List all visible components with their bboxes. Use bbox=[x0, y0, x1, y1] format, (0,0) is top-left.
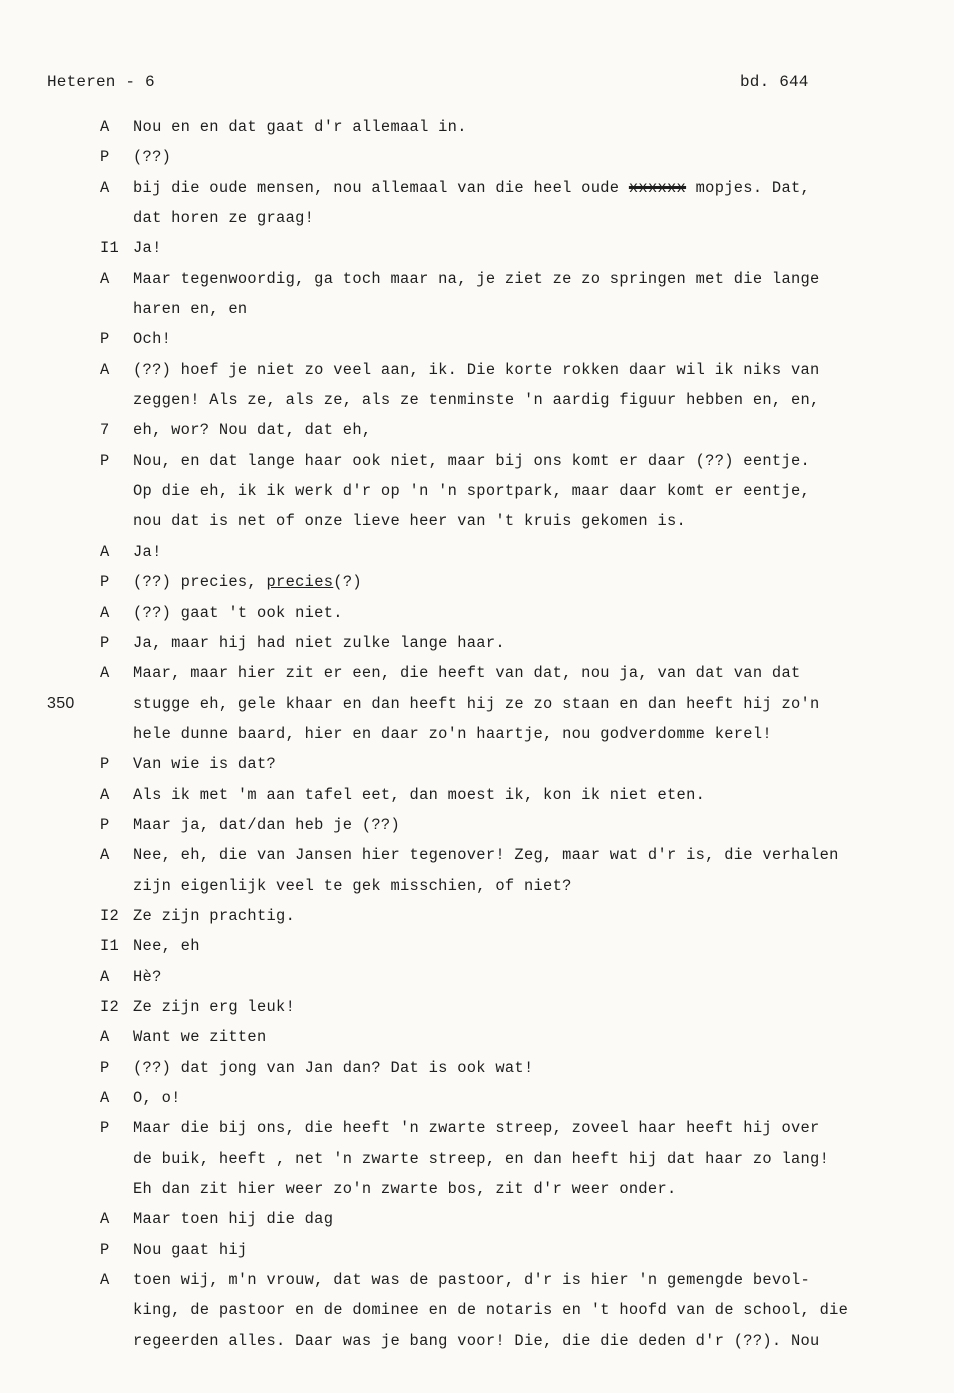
utterance-segment: mopjes. Dat, bbox=[686, 178, 811, 197]
utterance-text: Och! bbox=[133, 330, 172, 349]
transcript-line bbox=[0, 324, 954, 354]
utterance-text: toen wij, m'n vrouw, dat was de pastoor, d'r is hier 'n gemengde bevol- bbox=[133, 1271, 811, 1290]
speaker-label: A bbox=[100, 1271, 110, 1290]
transcript-line bbox=[0, 749, 954, 779]
transcript-line bbox=[0, 931, 954, 961]
transcript-line bbox=[0, 840, 954, 870]
speaker-label: A bbox=[100, 603, 110, 622]
speaker-label: P bbox=[100, 755, 110, 774]
utterance-text: Hè? bbox=[133, 967, 162, 986]
speaker-label: P bbox=[100, 633, 110, 652]
transcript-line bbox=[0, 415, 954, 445]
transcript-line bbox=[0, 1204, 954, 1234]
utterance-text: Als ik met 'm aan tafel eet, dan moest ik, kon ik niet eten. bbox=[133, 785, 706, 804]
transcript-line bbox=[0, 992, 954, 1022]
utterance-text: Want we zitten bbox=[133, 1028, 267, 1047]
utterance-text: Maar die bij ons, die heeft 'n zwarte streep, zoveel haar heeft hij over bbox=[133, 1119, 820, 1138]
utterance-segment: (??) precies, bbox=[133, 573, 267, 592]
utterance-text: Maar ja, dat/dan heb je (??) bbox=[133, 815, 401, 834]
utterance-text: Ja! bbox=[133, 239, 162, 258]
underlined-word: precies bbox=[266, 573, 334, 592]
utterance-text: stugge eh, gele khaar en dan heeft hij ze zo staan en dan heeft hij zo'n bbox=[133, 694, 820, 713]
utterance-text: Nou, en dat lange haar ook niet, maar bij ons komt er daar (??) eentje. bbox=[133, 451, 811, 470]
transcript-line bbox=[0, 1235, 954, 1265]
speaker-label: A bbox=[100, 1089, 110, 1107]
utterance-text: Ze zijn prachtig. bbox=[133, 906, 296, 925]
utterance-text: zeggen! Als ze, als ze, als ze tenminste 'n aardig figuur hebben en, en, bbox=[133, 391, 820, 410]
speaker-label: P bbox=[100, 815, 110, 834]
transcript-line bbox=[0, 1295, 954, 1325]
transcript-line bbox=[0, 385, 954, 415]
transcript-line bbox=[0, 1022, 954, 1052]
transcript-line bbox=[0, 810, 954, 840]
transcript-line bbox=[0, 780, 954, 810]
utterance-segment: bij die oude mensen, nou allemaal van die heel oude bbox=[133, 178, 629, 197]
utterance-text: zijn eigenlijk veel te gek misschien, of niet? bbox=[133, 876, 572, 895]
transcript-line bbox=[0, 1083, 954, 1113]
transcript-line bbox=[0, 294, 954, 324]
speaker-label: A bbox=[100, 664, 110, 683]
speaker-label: A bbox=[100, 360, 110, 379]
speaker-label: A bbox=[100, 178, 110, 197]
transcript-line bbox=[0, 173, 954, 203]
utterance-text: haren en, en bbox=[133, 300, 248, 319]
utterance-text: Nou en en dat gaat d'r allemaal in. bbox=[133, 118, 467, 136]
utterance-segment: (?) bbox=[333, 573, 362, 592]
transcript-line bbox=[0, 719, 954, 749]
utterance-text: (??) dat jong van Jan dan? Dat is ook wat! bbox=[133, 1058, 534, 1077]
utterance-text: de buik, heeft , net 'n zwarte streep, en dan heeft hij dat haar zo lang! bbox=[133, 1149, 830, 1168]
utterance-text: Maar, maar hier zit er een, die heeft van dat, nou ja, van dat van dat bbox=[133, 664, 801, 683]
utterance-text: Ja! bbox=[133, 542, 162, 561]
utterance-text: O, o! bbox=[133, 1089, 181, 1107]
utterance-text: Maar tegenwoordig, ga toch maar na, je ziet ze zo springen met die lange bbox=[133, 269, 820, 288]
speaker-label: A bbox=[100, 1028, 110, 1047]
speaker-label: 7 bbox=[100, 421, 110, 440]
transcript-line bbox=[0, 1174, 954, 1204]
page-header-title: Heteren - 6 bbox=[47, 73, 155, 91]
speaker-label: P bbox=[100, 1119, 110, 1138]
speaker-label: P bbox=[100, 1240, 110, 1259]
utterance-text: nou dat is net of onze lieve heer van 't kruis gekomen is. bbox=[133, 512, 687, 531]
utterance-text: Van wie is dat? bbox=[133, 755, 277, 774]
utterance-text: Maar toen hij die dag bbox=[133, 1210, 334, 1229]
utterance-text: Op die eh, ik ik werk d'r op 'n 'n sportpark, maar daar komt er eentje, bbox=[133, 482, 811, 501]
speaker-label: I1 bbox=[100, 937, 120, 956]
transcript-line bbox=[0, 142, 954, 172]
transcript-line bbox=[0, 901, 954, 931]
transcript-line bbox=[0, 112, 954, 142]
utterance-text: Ze zijn erg leuk! bbox=[133, 997, 296, 1016]
struck-out-word: xxxxxx bbox=[628, 178, 687, 197]
transcript-line bbox=[0, 1265, 954, 1295]
utterance-text: (??) bbox=[133, 148, 172, 167]
utterance-text: (??) hoef je niet zo veel aan, ik. Die korte rokken daar wil ik niks van bbox=[133, 360, 820, 379]
speaker-label: I1 bbox=[100, 239, 120, 258]
utterance-text: Nee, eh bbox=[133, 937, 200, 956]
transcript-line bbox=[0, 628, 954, 658]
utterance-text: Nee, eh, die van Jansen hier tegenover! Zeg, maar wat d'r is, die verhalen bbox=[133, 846, 839, 865]
utterance-text: hele dunne baard, hier en daar zo'n haartje, nou godverdomme kerel! bbox=[133, 724, 772, 743]
transcript-line bbox=[0, 689, 954, 719]
transcript-line bbox=[0, 658, 954, 688]
page-number: bd. 644 bbox=[740, 73, 809, 91]
transcript-body bbox=[0, 112, 954, 1356]
margin-line-number: 350 bbox=[47, 694, 75, 712]
transcript-line bbox=[0, 446, 954, 476]
transcript-line bbox=[0, 1144, 954, 1174]
speaker-label: A bbox=[100, 118, 110, 136]
transcript-line bbox=[0, 962, 954, 992]
utterance-text: Eh dan zit hier weer zo'n zwarte bos, zit d'r weer onder. bbox=[133, 1180, 677, 1199]
speaker-label: A bbox=[100, 269, 110, 288]
transcript-line bbox=[0, 871, 954, 901]
speaker-label: I2 bbox=[100, 906, 120, 925]
transcript-line bbox=[0, 1326, 954, 1356]
utterance-text: Nou gaat hij bbox=[133, 1240, 248, 1259]
utterance-text bbox=[133, 567, 362, 597]
transcript-line bbox=[0, 233, 954, 263]
utterance-text: dat horen ze graag! bbox=[133, 209, 315, 228]
speaker-label: P bbox=[100, 148, 110, 167]
transcript-line bbox=[0, 355, 954, 385]
utterance-text: eh, wor? Nou dat, dat eh, bbox=[133, 421, 372, 440]
transcript-line bbox=[0, 567, 954, 597]
speaker-label: A bbox=[100, 967, 110, 986]
speaker-label: P bbox=[100, 573, 110, 592]
transcript-line bbox=[0, 476, 954, 506]
transcript-line bbox=[0, 506, 954, 536]
speaker-label: P bbox=[100, 451, 110, 470]
utterance-text: Ja, maar hij had niet zulke lange haar. bbox=[133, 633, 505, 652]
utterance-text bbox=[133, 173, 810, 203]
speaker-label: I2 bbox=[100, 997, 120, 1016]
speaker-label: A bbox=[100, 785, 110, 804]
speaker-label: A bbox=[100, 846, 110, 865]
speaker-label: P bbox=[100, 330, 110, 349]
utterance-text: king, de pastoor en de dominee en de notaris en 't hoofd van de school, die bbox=[133, 1301, 849, 1320]
transcript-line bbox=[0, 1113, 954, 1143]
speaker-label: A bbox=[100, 542, 110, 561]
transcript-line bbox=[0, 264, 954, 294]
transcript-line bbox=[0, 598, 954, 628]
transcript-line bbox=[0, 203, 954, 233]
utterance-text: regeerden alles. Daar was je bang voor! Die, die die deden d'r (??). Nou bbox=[133, 1331, 820, 1350]
transcript-line bbox=[0, 537, 954, 567]
speaker-label: A bbox=[100, 1210, 110, 1229]
speaker-label: P bbox=[100, 1058, 110, 1077]
transcript-line bbox=[0, 1053, 954, 1083]
utterance-text: (??) gaat 't ook niet. bbox=[133, 603, 343, 622]
